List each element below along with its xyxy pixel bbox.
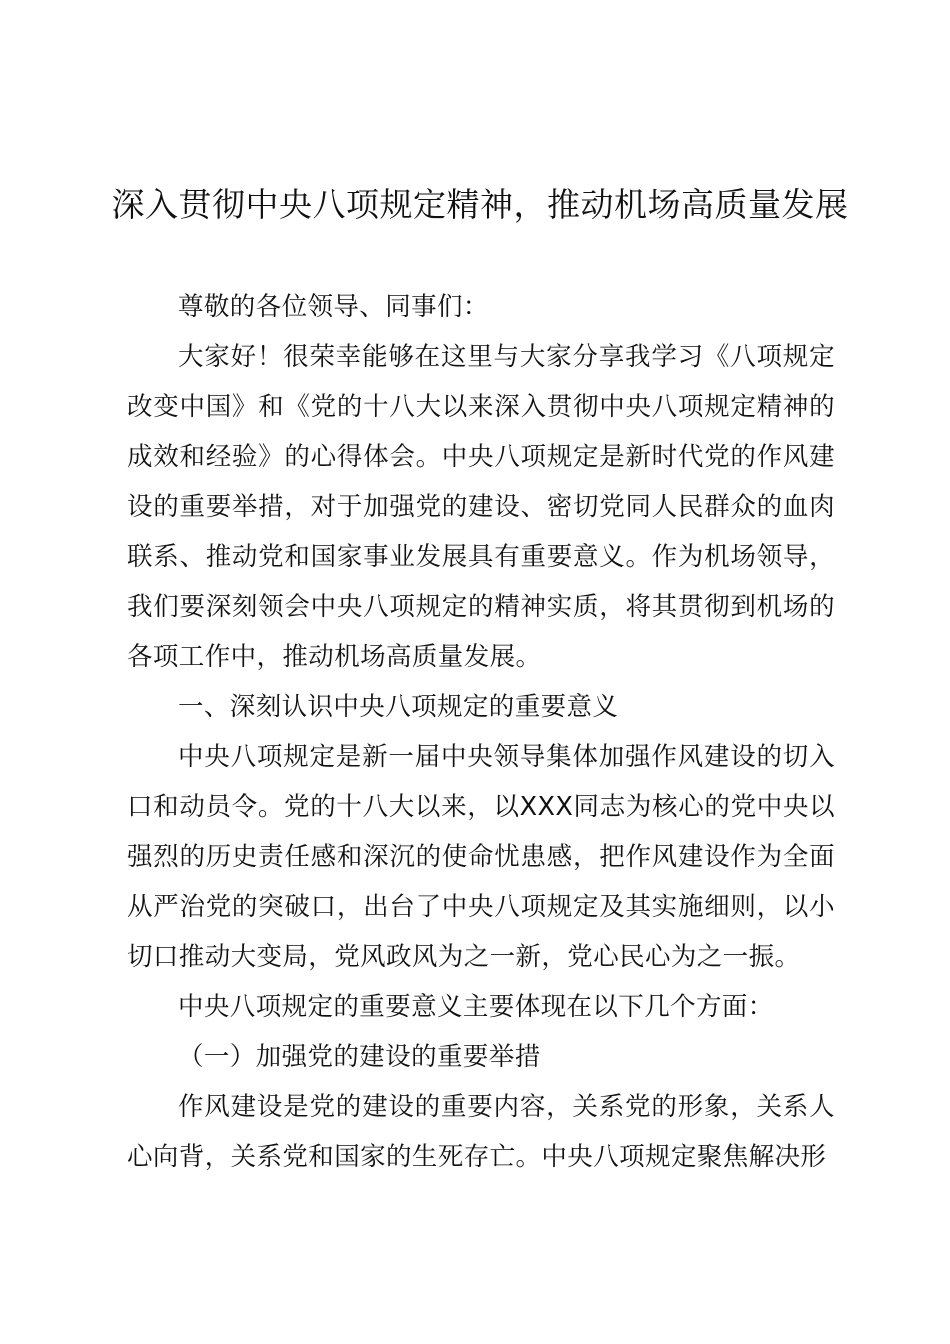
document-title: 深入贯彻中央八项规定精神，推动机场高质量发展 [111, 185, 849, 224]
salutation-paragraph: 尊敬的各位领导、同事们： [178, 292, 489, 322]
section-heading-1: 一、深刻认识中央八项规定的重要意义 [178, 692, 619, 722]
body-paragraph: 作风建设是党的建设的重要内容，关系党的形象，关系人心向背，关系党和国家的生死存亡。中央八项规定聚焦解决形 [127, 1092, 835, 1172]
body-paragraph: 中央八项规定的重要意义主要体现在以下几个方面： [178, 992, 774, 1022]
intro-paragraph: 大家好！很荣幸能够在这里与大家分享我学习《八项规定改变中国》和《党的十八大以来深入贯彻中央八项规定精神的成效和经验》的心得体会。中央八项规定是新时代党的作风建设的重要举措，对于加强党的建设、密切党同人民群众的血肉联系、推动党和国家事业发展具有重要意义。作为机场领导，我们要深刻领会中央八项规定的精神实质，将其贯彻到机场的各项工作中，推动机场高质量发展。 [127, 342, 835, 672]
document-body [127, 282, 835, 1182]
subsection-heading-1: （一）加强党的建设的重要举措 [178, 1042, 541, 1072]
body-paragraph: 中央八项规定是新一届中央领导集体加强作风建设的切入口和动员令。党的十八大以来，以XXX同志为核心的党中央以强烈的历史责任感和深沉的使命忧患感，把作风建设作为全面从严治党的突破口，出台了中央八项规定及其实施细则，以小切口推动大变局，党风政风为之一新，党心民心为之一振。 [127, 742, 835, 972]
